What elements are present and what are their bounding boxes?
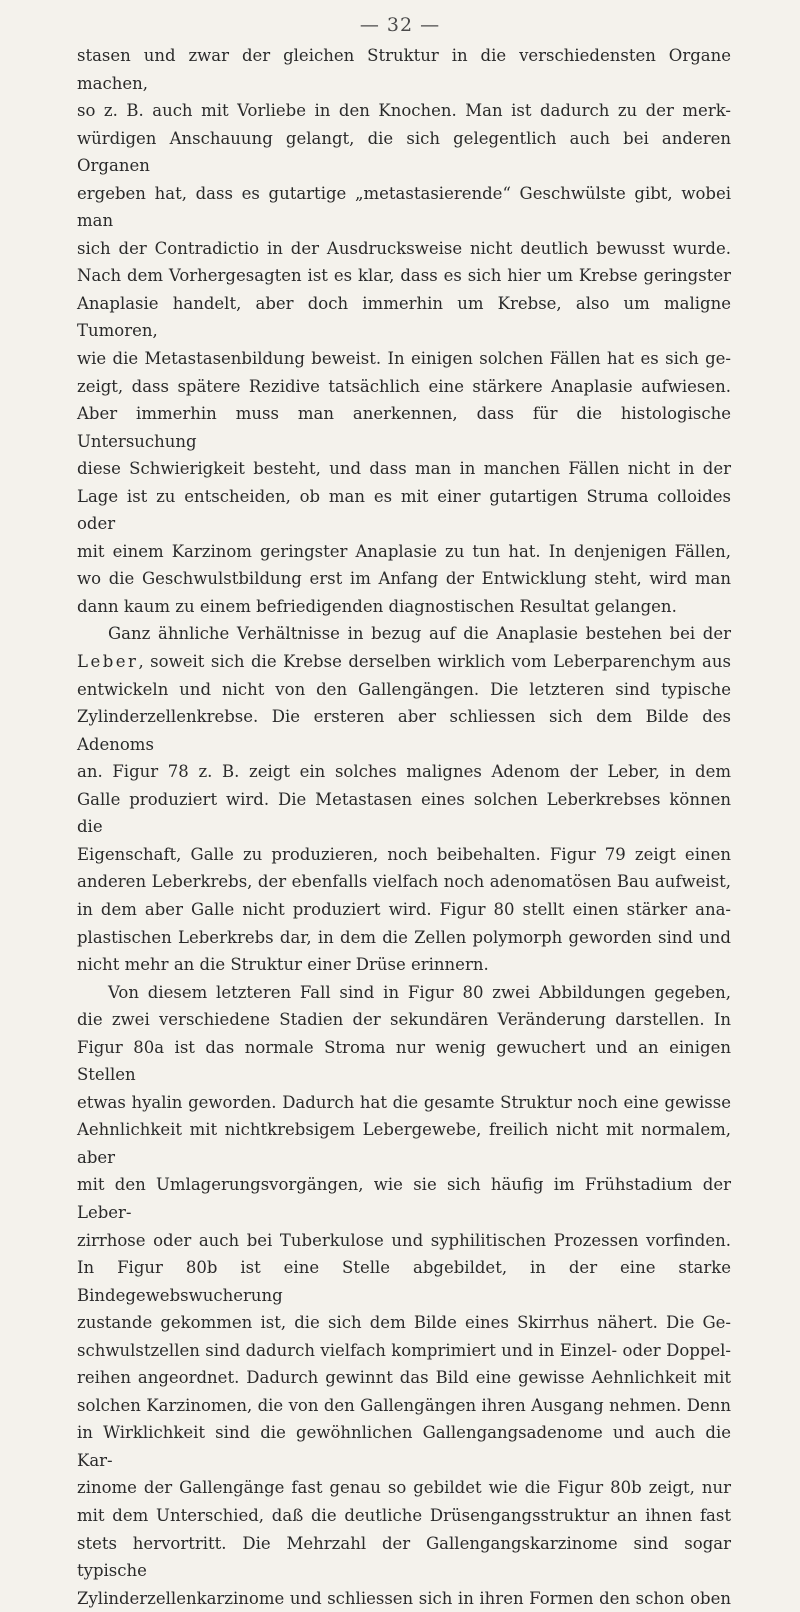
text-line: zinome der Gallengänge fast genau so gebildet wie die Figur 80b zeigt, nur (77, 1478, 731, 1498)
text-line: mit den Umlagerungsvorgängen, wie sie sich häufig im Frühstadium der Leber- (77, 1175, 731, 1222)
text-line: so z. B. auch mit Vorliebe in den Knochen. Man ist dadurch zu der merk- (77, 101, 731, 121)
text-line: plastischen Leberkrebs dar, in dem die Zellen polymorph geworden sind und (77, 927, 731, 947)
text-line: stasen und zwar der gleichen Struktur in die verschiedensten Organe machen, (77, 46, 731, 93)
text-line: die zwei verschiedene Stadien der sekundären Veränderung darstellen. In (77, 1010, 731, 1030)
text-line: zeigt, dass spätere Rezidive tatsächlich eine stärkere Anaplasie aufwiesen. (77, 376, 731, 396)
text-line: Zylinderzellenkarzinome und schliessen sich in ihren Formen den schon oben (77, 1588, 731, 1608)
page-number: — 32 — (359, 14, 441, 36)
text-fragment: , soweit sich die Krebse derselben wirklich vom Leberparenchym aus (138, 652, 731, 672)
text-line: zirrhose oder auch bei Tuberkulose und syphilitischen Prozessen vorfinden. (77, 1230, 731, 1250)
text-line: Zylinderzellenkrebse. Die ersteren aber schliessen sich dem Bilde des Adenoms (77, 707, 731, 754)
body-text (77, 42, 731, 1612)
text-line: Lage ist zu entscheiden, ob man es mit einer gutartigen Struma colloides oder (77, 486, 731, 534)
text-line: sich der Contradictio in der Ausdrucksweise nicht deutlich bewusst wurde. (77, 238, 731, 258)
text-line: schwulstzellen sind dadurch vielfach komprimiert und in Einzel- oder Doppel- (77, 1340, 731, 1360)
text-line: in dem aber Galle nicht produziert wird. Figur 80 stellt einen stärker ana- (77, 899, 731, 919)
text-line: Von diesem letzteren Fall sind in Figur 80 zwei Abbildungen gegeben, (108, 982, 731, 1002)
text-line: In Figur 80b ist eine Stelle abgebildet, in der eine starke Bindegewebswucherung (77, 1258, 731, 1305)
text-line: stets hervortritt. Die Mehrzahl der Gallengangskarzinome sind sogar typische (77, 1533, 731, 1581)
text-line: mit einem Karzinom geringster Anaplasie zu tun hat. In denjenigen Fällen, (77, 541, 731, 561)
text-line: entwickeln und nicht von den Gallengängen. Die letzteren sind typische (77, 679, 731, 699)
text-line: Aber immerhin muss man anerkennen, dass für die histologische Untersuchung (77, 404, 731, 451)
text-line: in Wirklichkeit sind die gewöhnlichen Gallengangsadenome und auch die Kar- (77, 1423, 731, 1470)
text-line: Figur 80a ist das normale Stroma nur wenig gewuchert und an einigen Stellen (77, 1037, 731, 1085)
text-line: dann kaum zu einem befriedigenden diagnostischen Resultat gelangen. (77, 596, 677, 616)
text-line: solchen Karzinomen, die von den Gallengängen ihren Ausgang nehmen. Denn (77, 1395, 731, 1415)
text-line: zustande gekommen ist, die sich dem Bilde eines Skirrhus nähert. Die Ge- (77, 1313, 731, 1333)
text-line: Anaplasie handelt, aber doch immerhin um Krebse, also um maligne Tumoren, (77, 293, 731, 341)
text-line: anderen Leberkrebs, der ebenfalls vielfach noch adenomatösen Bau aufweist, (77, 872, 731, 892)
text-line: etwas hyalin geworden. Dadurch hat die gesamte Struktur noch eine gewisse (77, 1092, 731, 1112)
text-line: ergeben hat, dass es gutartige „metastasierende“ Geschwülste gibt, wobei man (77, 183, 731, 231)
text-line: Eigenschaft, Galle zu produzieren, noch beibehalten. Figur 79 zeigt einen (77, 844, 731, 864)
text-line: reihen angeordnet. Dadurch gewinnt das Bild eine gewisse Aehnlichkeit mit (77, 1368, 731, 1388)
text-line: an. Figur 78 z. B. zeigt ein solches malignes Adenom der Leber, in dem (77, 762, 731, 782)
text-line: Ganz ähnliche Verhältnisse in bezug auf die Anaplasie bestehen bei der (108, 624, 731, 644)
text-line: diese Schwierigkeit besteht, und dass man in manchen Fällen nicht in der (77, 459, 731, 479)
text-line: wo die Geschwulstbildung erst im Anfang der Entwicklung steht, wird man (77, 569, 731, 589)
text-line: Aehnlichkeit mit nichtkrebsigem Lebergewebe, freilich nicht mit normalem, aber (77, 1120, 731, 1167)
text-line: mit dem Unterschied, daß die deutliche Drüsengangsstruktur an ihnen fast (77, 1505, 731, 1525)
text-line: Nach dem Vorhergesagten ist es klar, dass es sich hier um Krebse geringster (77, 266, 731, 286)
text-line: Galle produziert wird. Die Metastasen eines solchen Leberkrebses können die (77, 789, 731, 837)
text-line: wie die Metastasenbildung beweist. In einigen solchen Fällen hat es sich ge- (77, 349, 731, 369)
emphasized-word: Leber (77, 652, 139, 672)
text-line: würdigen Anschauung gelangt, die sich gelegentlich auch bei anderen Organen (77, 128, 731, 176)
text-line: nicht mehr an die Struktur einer Drüse erinnern. (77, 955, 489, 975)
text-line (77, 648, 731, 676)
